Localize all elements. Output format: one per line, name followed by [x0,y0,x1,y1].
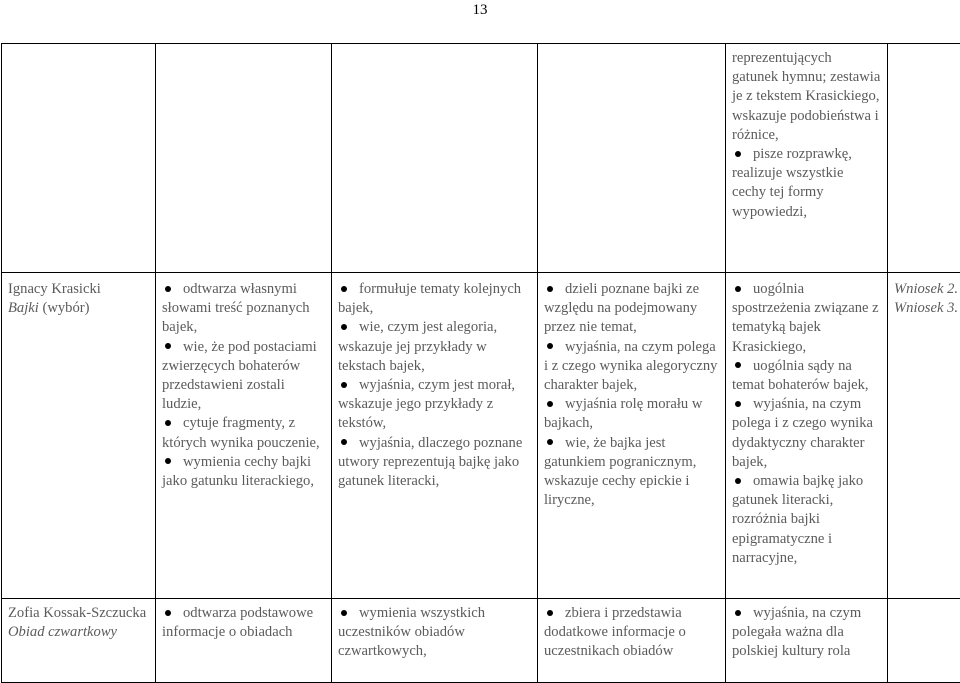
bullet-icon [735,286,741,292]
table-row [2,273,960,599]
requirements-list [162,280,325,491]
work-title: Bajki [8,300,39,316]
list-item-text: wyjaśnia, na czym polegała ważna dla polskiej kultury rola [732,605,861,659]
requirements-list [338,280,531,491]
requirements-cell-4 [726,599,888,683]
requirements-cell-3 [538,44,726,273]
list-item-text: odtwarza własnymi słowami treść poznanych bajek, [162,281,310,335]
list-item [544,395,719,433]
list-item-text: pisze rozprawkę, realizuje wszystkie cechy tej formy wypowiedzi, [732,146,852,220]
list-item [732,49,881,145]
work-title: Obiad czwartkowy [8,624,117,640]
list-item [162,414,325,452]
bullet-icon [165,458,171,464]
requirements-cell-1 [156,599,332,683]
requirements-list [544,280,719,510]
author-name: Ignacy Krasicki [8,280,149,299]
work-cell [2,273,156,599]
list-item [732,280,881,357]
bullet-icon [165,343,171,349]
list-item [338,604,531,662]
curriculum-table [1,43,960,683]
conclusions-cell [888,273,960,599]
list-item [162,604,325,642]
list-item-text: wymienia cechy bajki jako gatunku literackiego, [162,454,314,489]
list-item [732,604,881,662]
bullet-icon [547,343,553,349]
page-number: 13 [0,0,960,20]
list-item-text: zbiera i przedstawia dodatkowe informacje o uczestnikach obiadów [544,605,686,659]
requirements-cell-2 [332,273,538,599]
list-item-text: wyjaśnia, dlaczego poznane utwory reprezentują bajkę jako gatunek literacki, [338,435,522,489]
list-item-text: reprezentujących gatunek hymnu; zestawia je z tekstem Krasickiego, wskazuje podobieństwa i różnice, [732,50,880,143]
requirements-cell-2 [332,44,538,273]
list-item [162,453,325,491]
list-item-text: wyjaśnia, czym jest morał, wskazuje jego przykłady z tekstów, [338,377,515,431]
bullet-icon [341,324,347,330]
list-item [338,318,531,376]
conclusion-ref: Wniosek 2. [894,280,960,299]
table-row [2,599,960,683]
list-item [338,280,531,318]
bullet-icon [735,151,741,157]
requirements-cell-4 [726,44,888,273]
list-item-text: wie, że pod postaciami zwierzęcych bohaterów przedstawieni zostali ludzie, [162,339,317,413]
requirements-list [544,604,719,662]
list-item [544,604,719,662]
requirements-cell-2 [332,599,538,683]
bullet-icon [341,286,347,292]
requirements-list [732,49,881,222]
requirements-cell-4 [726,273,888,599]
bullet-icon [547,286,553,292]
requirements-list [732,604,881,662]
list-item [162,338,325,415]
work-cell [2,44,156,273]
list-item-text: uogólnia sądy na temat bohaterów bajek, [732,358,869,393]
bullet-icon [165,610,171,616]
bullet-icon [547,401,553,407]
bullet-icon [341,382,347,388]
list-item-text: wyjaśnia, na czym polega i z czego wynika alegoryczny charakter bajek, [544,339,717,393]
requirements-cell-3 [538,599,726,683]
conclusions-cell [888,599,960,683]
requirements-cell-1 [156,273,332,599]
list-item [162,280,325,338]
bullet-icon [735,610,741,616]
list-item-text: wie, że bajka jest gatunkiem pogranicznym, wskazuje cechy epickie i liryczne, [544,435,696,509]
conclusion-ref: Wniosek 3. [894,299,960,318]
bullet-icon [341,439,347,445]
requirements-cell-3 [538,273,726,599]
list-item [544,280,719,338]
work-cell [2,599,156,683]
author-name: Zofia Kossak-Szczucka [8,605,146,621]
list-item [732,357,881,395]
list-item [338,434,531,492]
list-item-text: odtwarza podstawowe informacje o obiadach [162,605,313,640]
bullet-icon [341,610,347,616]
bullet-icon [735,401,741,407]
requirements-list [338,604,531,662]
list-item [338,376,531,434]
requirements-list [162,604,325,642]
list-item-text: wyjaśnia, na czym polega i z czego wynika dydaktyczny charakter bajek, [732,396,873,470]
bullet-icon [547,439,553,445]
list-item-text: formułuje tematy kolejnych bajek, [338,281,521,316]
table-row [2,44,960,273]
list-item-text: omawia bajkę jako gatunek literacki, rozróżnia bajki epigramatyczne i narracyjne, [732,473,863,566]
list-item-text: wymienia wszystkich uczestników obiadów czwartkowych, [338,605,485,659]
requirements-cell-1 [156,44,332,273]
list-item [732,472,881,568]
bullet-icon [735,478,741,484]
list-item-text: wie, czym jest alegoria, wskazuje jej przykłady w tekstach bajek, [338,319,497,373]
list-item-text: dzieli poznane bajki ze względu na podejmowany przez nie temat, [544,281,699,335]
list-item [732,145,881,222]
list-item [732,395,881,472]
work-suffix: (wybór) [39,300,90,316]
bullet-icon [165,420,171,426]
list-item [544,338,719,396]
list-item [544,434,719,511]
bullet-icon [547,610,553,616]
list-item-text: uogólnia spostrzeżenia związane z tematyką bajek Krasickiego, [732,281,879,355]
requirements-list [732,280,881,568]
conclusions-cell [888,44,960,273]
list-item-text: wyjaśnia rolę morału w bajkach, [544,396,702,431]
list-item-text: cytuje fragmenty, z których wynika pouczenie, [162,415,320,450]
bullet-icon [735,362,741,368]
bullet-icon [165,286,171,292]
